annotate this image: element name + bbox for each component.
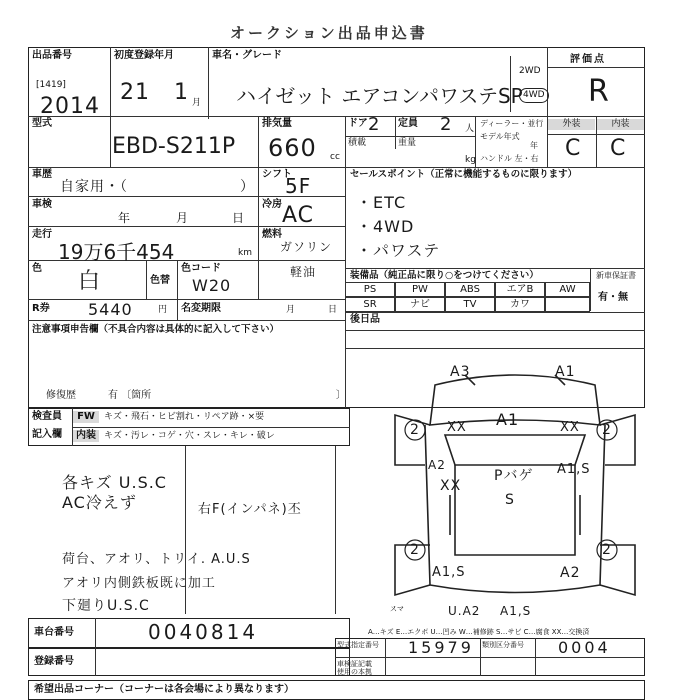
lot-number: 2014 (40, 94, 100, 119)
lot-small: [1419] (36, 80, 66, 90)
registration-row (28, 648, 350, 676)
mark-rear-bumper-right: A1,S (500, 604, 532, 618)
inspection-label: 車検 (32, 199, 52, 210)
reg-area-label-1: 車検証記載 (337, 660, 372, 668)
notes-label: 注意事項申告欄（不具合内容は具体的に記入して下さい） (32, 324, 280, 335)
mark-front-left: A3 (450, 364, 471, 380)
int-check-text: キズ・汚レ・コゲ・穴・スレ・キレ・破レ (104, 431, 275, 441)
equip-tv[interactable]: TV (445, 297, 495, 312)
reg-month: 1 (174, 80, 189, 105)
repair-close: 〕 (336, 390, 346, 401)
tire-rr: 2 (602, 542, 612, 558)
displacement-value: 660 (268, 134, 317, 162)
mark-fender-right: XX (560, 420, 580, 435)
new-car-label: 新車保証書 (596, 271, 636, 280)
ext-label: 外装 (548, 119, 595, 130)
deadline-month: 月 (286, 305, 296, 315)
mileage-value: 19万6千454 (58, 240, 175, 264)
mark-windshield: A1 (496, 410, 520, 429)
equip-pw[interactable]: PW (395, 282, 445, 297)
equip-aw[interactable]: AW (545, 282, 590, 297)
equip-blank[interactable] (545, 297, 590, 312)
rear-seat-label: 後日品 (350, 314, 380, 325)
doors-label: ドア (348, 118, 368, 129)
fuel-gasoline: ガソリン (280, 240, 333, 254)
repair-label: 修復歴 (46, 390, 76, 401)
ext-value: C (565, 136, 582, 161)
doors-value: 2 (368, 114, 381, 135)
reg-month-unit: 月 (192, 98, 202, 108)
recycle-value: 5440 (88, 300, 133, 319)
equip-navi[interactable]: ナビ (395, 297, 445, 312)
int-value: C (610, 136, 627, 161)
car-name: ハイゼット エアコンパワステSP (236, 84, 523, 108)
note-6: 下廻りU.S.C (62, 598, 150, 614)
sales-point-1: ・ETC (356, 193, 407, 212)
note-1: 各キズ U.S.C (62, 473, 167, 492)
displacement-label: 排気量 (262, 118, 292, 129)
score-value: R (588, 74, 610, 109)
reg-year: 21 (120, 80, 150, 105)
sales-point-2: ・4WD (356, 217, 415, 236)
fw-text: キズ・飛石・ヒビ割れ・リペア跡・×要 (104, 412, 265, 422)
handle-label: ハンドル 左・右 (480, 154, 539, 163)
mark-side-left: XX (440, 478, 462, 494)
model-label: 型式 (32, 118, 52, 129)
mark-rear-right: A2 (560, 565, 581, 581)
color-no-label: 色替 (150, 275, 170, 286)
chassis-value: 0040814 (148, 620, 259, 644)
class-label: 類別区分番号 (482, 641, 524, 649)
reg-label: 初度登録年月 (114, 50, 174, 61)
registration-label: 登録番号 (34, 656, 74, 667)
cooling-value: AC (282, 203, 315, 228)
displacement-unit: cc (330, 152, 340, 162)
capacity-unit: 人 (465, 124, 475, 134)
capacity-value: 2 (440, 114, 453, 135)
inspection-day: 日 (232, 211, 245, 225)
inspector-label-2: 記入欄 (32, 429, 62, 440)
load-unit: kg (465, 155, 476, 165)
mark-fender-left: XX (447, 420, 467, 435)
tire-fr: 2 (602, 422, 612, 438)
model-value: EBD-S211P (112, 134, 236, 159)
shift-label: シフト (262, 169, 292, 180)
equip-sr[interactable]: SR (345, 297, 395, 312)
sales-point-3: ・パワステ (356, 241, 441, 260)
repair-value: 有 〔箇所 (108, 390, 152, 401)
car-label: 車名・グレード (212, 50, 282, 61)
mark-bed: Pバゲ (494, 468, 534, 484)
drive-4wd[interactable]: 4WD (519, 88, 549, 103)
mark-rear-bumper-left: U.A2 (448, 604, 481, 618)
recycle-label: R券 (32, 303, 50, 314)
equip-abs[interactable]: ABS (445, 282, 495, 297)
note-4: 荷台、アオリ、トリイ. A.U.S (62, 552, 251, 567)
reg-area-label-2: 使用の本拠 (337, 668, 372, 676)
chassis-label: 車台番号 (34, 627, 74, 638)
equipment-label: 装備品（純正品に限り○をつけてください） (350, 270, 539, 281)
new-car-value[interactable]: 有・無 (598, 292, 628, 303)
class-value: 0004 (558, 638, 611, 657)
mark-front-right: A1 (555, 364, 576, 380)
tire-rl: 2 (410, 542, 420, 558)
mark-door-left: A2 (428, 458, 446, 472)
inspector-label-1: 検査員 (32, 411, 62, 422)
mark-door-right: A1,S (557, 462, 591, 477)
color-code-label: 色コード (181, 263, 221, 274)
mark-rear-left: A1,S (432, 565, 466, 580)
model-year-unit: 年 (530, 141, 538, 150)
int-check-label: 内装 (73, 430, 99, 442)
int-label: 内装 (597, 119, 644, 130)
recycle-unit: 円 (158, 305, 168, 315)
cooling-label: 冷房 (262, 199, 282, 210)
vehicle-type-value: 自家用・（ (60, 179, 128, 195)
color-label: 色 (32, 263, 42, 274)
note-5: アオリ内側鉄板既に加工 (62, 576, 216, 591)
score-label: 評価点 (570, 54, 606, 65)
approval-label: 型式指定番号 (337, 641, 379, 649)
inspection-year: 年 (118, 211, 131, 225)
form-title: オークション出品申込書 (230, 24, 428, 42)
fuel-label: 燃料 (262, 229, 282, 240)
equip-airbag[interactable]: エアB (495, 282, 545, 297)
equip-leather[interactable]: カワ (495, 297, 545, 312)
weight-label: 重量 (398, 138, 417, 148)
inspection-month: 月 (176, 211, 189, 225)
vehicle-diagram (375, 355, 655, 625)
diagram-legend: A…キズ E…エクボ U…凹み W…補修跡 S…サビ C…腐食 XX…交換済 (368, 628, 590, 636)
model-year-label: モデル年式 (480, 132, 520, 141)
load-label: 積載 (348, 138, 367, 148)
sales-points-label: セールスポイント（正常に機能するものに限ります） (350, 169, 578, 180)
vehicle-type-close: ） (240, 179, 255, 195)
bumper-mark: スマ (390, 605, 404, 613)
shift-value: 5F (285, 174, 312, 198)
deadline-label: 名変期限 (181, 303, 221, 314)
vehicle-type-label: 車歴 (32, 169, 52, 180)
drive-2wd[interactable]: 2WD (519, 66, 541, 76)
lot-label: 出品番号 (32, 50, 72, 61)
color-code-value: W20 (192, 276, 232, 295)
dealer-label: ディーラー・並行 (480, 119, 544, 128)
fw-label: FW (73, 411, 99, 423)
equip-ps[interactable]: PS (345, 282, 395, 297)
note-3: 右F(インパネ)丕 (198, 502, 302, 517)
mark-bed-center: S (505, 492, 515, 508)
mileage-unit: km (238, 248, 252, 258)
capacity-label: 定員 (398, 118, 418, 129)
mileage-label: 走行 (32, 229, 52, 240)
tire-fl: 2 (410, 422, 420, 438)
fuel-diesel: 軽油 (290, 265, 317, 279)
approval-value: 15979 (408, 638, 474, 657)
color-value: 白 (78, 269, 102, 294)
footer-text: 希望出品コーナー（コーナーは各会場により異なります） (34, 684, 294, 695)
note-2: AC冷えず (62, 493, 137, 512)
deadline-day: 日 (328, 305, 338, 315)
